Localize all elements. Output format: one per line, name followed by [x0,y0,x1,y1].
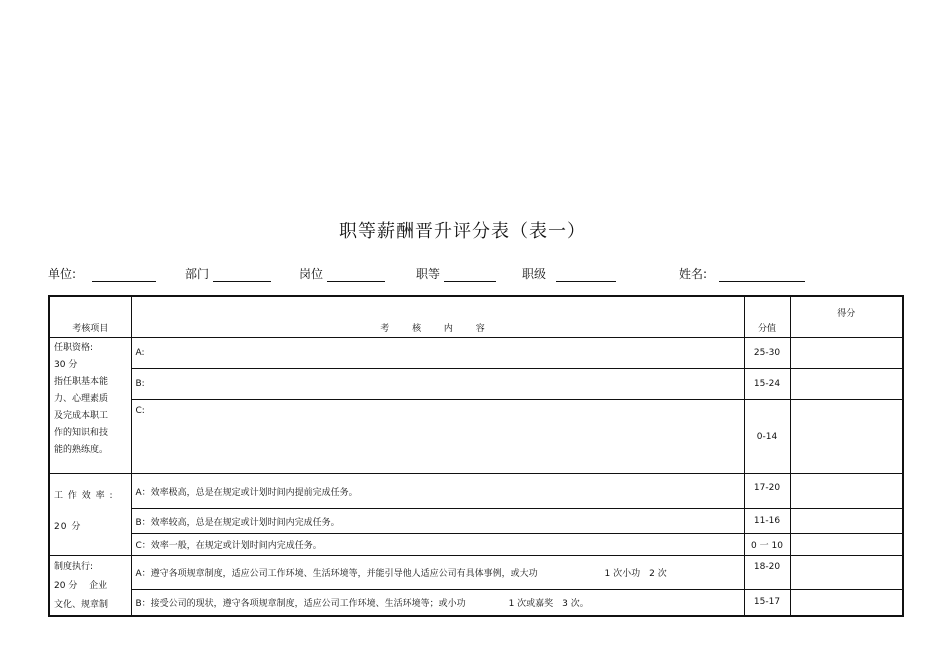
criteria-cell [131,589,744,616]
table-row [49,556,903,590]
category-line: 制度执行: [54,562,94,572]
score-range: 18-20 [744,556,790,590]
criteria-cell: B：效率较高，总是在规定或计划时间内完成任务。 [131,509,744,534]
post-blank[interactable] [327,267,385,282]
criteria-cell: C: [131,400,744,474]
grade-field[interactable] [416,265,496,282]
category-line: 工 作 效 率 : [54,491,114,501]
level-blank[interactable] [556,267,616,282]
dept-blank[interactable] [213,267,271,282]
category-line: 任职资格: [54,343,94,353]
criteria-cell: A: [131,338,744,369]
score-range: 17-20 [744,474,790,509]
post-field[interactable] [299,265,385,282]
category-line: 及完成本职工 [54,411,109,421]
score-input-cell[interactable] [790,474,903,509]
category-line: 能的熟练度。 [54,445,109,455]
score-input-cell[interactable] [790,556,903,590]
criteria-cell [131,556,744,590]
grade-label: 职等 [416,267,441,281]
category-line: 作的知识和技 [54,428,109,438]
page-title: 职等薪酬晋升评分表（表一） [339,221,586,242]
table-row [49,474,903,509]
criteria-tail: 1 次小功 2 次 [604,568,667,579]
table-row [49,534,903,556]
dept-field[interactable] [185,265,271,282]
category-discipline [49,556,131,617]
criteria-text: A：遵守各项规章制度，适应公司工作环境、生活环境等，并能引导他人适应公司有具体事例，或大功 [135,568,538,579]
table-row [49,509,903,534]
name-blank[interactable] [719,267,805,282]
info-row [0,265,950,285]
category-line: 30 分 [54,360,78,370]
criteria-cell: C：效率一般，在规定或计划时间内完成任务。 [131,534,744,556]
header-row [49,296,903,338]
score-range: 0 一 10 [744,534,790,556]
table-row [49,400,903,474]
criteria-cell: A：效率极高，总是在规定或计划时间内提前完成任务。 [131,474,744,509]
unit-blank[interactable] [92,267,156,282]
score-input-cell[interactable] [790,509,903,534]
category-efficiency [49,474,131,556]
criteria-cell: B: [131,369,744,400]
score-input-cell[interactable] [790,338,903,369]
level-label: 职级 [522,267,547,281]
category-line: 文化、规章制 [54,600,109,610]
category-line: 力、心理素质 [54,394,109,404]
score-table [48,295,904,617]
category-line: 20 分 [54,522,82,532]
dept-label: 部门 [185,267,210,281]
grade-blank[interactable] [444,267,496,282]
table-row [49,369,903,400]
table-row [49,589,903,616]
criteria-text: B：接受公司的现状，遵守各项规章制度，适应公司工作环境、生活环境等；或小功 [135,598,466,609]
category-line: 指任职基本能 [54,377,109,387]
score-range: 15-17 [744,589,790,616]
score-range: 11-16 [744,509,790,534]
score-range: 0-14 [744,400,790,474]
header-item: 考核项目 [49,296,131,338]
name-label: 姓名: [679,267,708,281]
category-line: 20 分 企业 [54,581,108,591]
score-input-cell[interactable] [790,400,903,474]
table-row [49,338,903,369]
level-field[interactable] [522,265,616,282]
score-input-cell[interactable] [790,534,903,556]
score-input-cell[interactable] [790,369,903,400]
criteria-tail: 1 次或嘉奖 3 次。 [508,598,589,609]
score-range: 25-30 [744,338,790,369]
category-qualification [49,338,131,474]
header-content: 考 核 内 容 [131,296,744,338]
header-score: 分值 [744,296,790,338]
unit-label: 单位: [48,267,77,281]
score-input-cell[interactable] [790,589,903,616]
header-got: 得分 [790,296,903,338]
score-range: 15-24 [744,369,790,400]
post-label: 岗位 [299,267,324,281]
unit-field[interactable] [48,265,156,282]
name-field[interactable] [679,265,805,282]
